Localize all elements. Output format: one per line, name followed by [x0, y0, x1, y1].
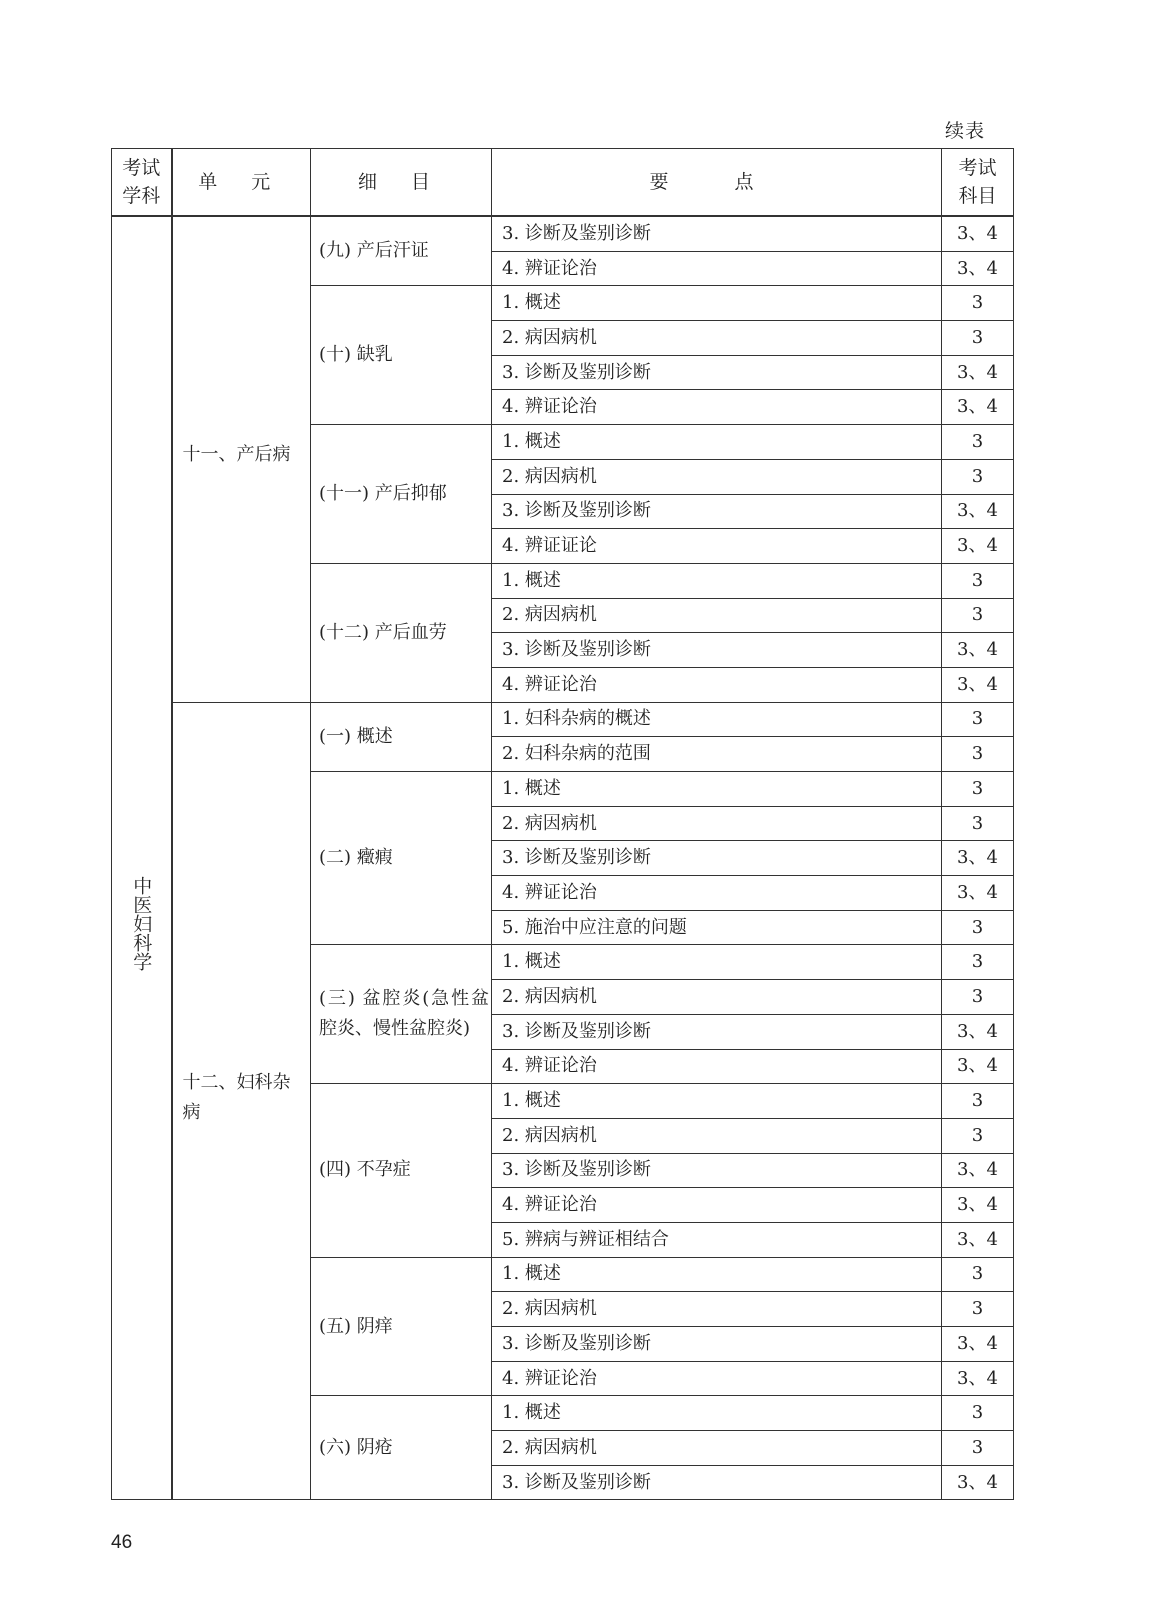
- exam-subject-code: 3: [942, 702, 1014, 737]
- item-cell: [311, 1396, 492, 1500]
- exam-subject-code: 3: [942, 286, 1014, 321]
- exam-subject-code: 3、4: [942, 841, 1014, 876]
- item-name: (六) 阴疮: [319, 1436, 393, 1458]
- point-text: 3. 诊断及鉴别诊断: [492, 841, 942, 876]
- item-cell: [311, 563, 492, 702]
- point-text: 5. 施治中应注意的问题: [492, 910, 942, 945]
- point-text: 2. 病因病机: [492, 1118, 942, 1153]
- point-text: 1. 概述: [492, 1396, 942, 1431]
- point-text: 4. 辨证论治: [492, 251, 942, 286]
- exam-subject-code: 3、4: [942, 390, 1014, 425]
- subject-cell: [112, 216, 172, 1500]
- item-name: (五) 阴痒: [319, 1315, 393, 1337]
- point-text: 1. 概述: [492, 1257, 942, 1292]
- exam-subject-code: 3、4: [942, 216, 1014, 251]
- point-text: 3. 诊断及鉴别诊断: [492, 1327, 942, 1362]
- point-text: 3. 诊断及鉴别诊断: [492, 633, 942, 668]
- exam-subject-code: 3、4: [942, 1014, 1014, 1049]
- point-text: 2. 病因病机: [492, 598, 942, 633]
- point-text: 2. 病因病机: [492, 1431, 942, 1466]
- exam-subject-code: 3: [942, 459, 1014, 494]
- point-text: 1. 妇科杂病的概述: [492, 702, 942, 737]
- exam-subject-code: 3、4: [942, 1327, 1014, 1362]
- point-text: 3. 诊断及鉴别诊断: [492, 1014, 942, 1049]
- item-name: (十) 缺乳: [319, 344, 393, 366]
- point-text: 4. 辨证论治: [492, 1188, 942, 1223]
- point-text: 4. 辨证论治: [492, 667, 942, 702]
- point-text: 5. 辨病与辨证相结合: [492, 1222, 942, 1257]
- point-text: 3. 诊断及鉴别诊断: [492, 355, 942, 390]
- point-text: 4. 辨证论治: [492, 876, 942, 911]
- item-cell: [311, 216, 492, 286]
- item-cell: [311, 286, 492, 425]
- exam-subject-code: 3: [942, 737, 1014, 772]
- exam-subject-code: 3: [942, 1396, 1014, 1431]
- exam-subject-code: 3: [942, 1292, 1014, 1327]
- exam-subject-code: 3、4: [942, 1049, 1014, 1084]
- exam-subject-code: 3、4: [942, 1465, 1014, 1500]
- point-text: 2. 病因病机: [492, 321, 942, 356]
- point-text: 2. 病因病机: [492, 806, 942, 841]
- exam-subject-code: 3、4: [942, 876, 1014, 911]
- continued-label: 续表: [945, 120, 986, 142]
- item-cell: [311, 945, 492, 1084]
- exam-subject-code: 3、4: [942, 667, 1014, 702]
- point-text: 4. 辨证论治: [492, 390, 942, 425]
- header-subject: 考试学科: [112, 149, 172, 217]
- exam-subject-code: 3: [942, 1084, 1014, 1119]
- exam-subject-code: 3、4: [942, 1153, 1014, 1188]
- exam-subject-code: 3: [942, 1118, 1014, 1153]
- item-cell: [311, 702, 492, 771]
- point-text: 1. 概述: [492, 425, 942, 460]
- point-text: 3. 诊断及鉴别诊断: [492, 216, 942, 251]
- point-text: 1. 概述: [492, 1084, 942, 1119]
- header-unit: 单 元: [172, 149, 311, 217]
- point-text: 3. 诊断及鉴别诊断: [492, 494, 942, 529]
- exam-subject-code: 3、4: [942, 1361, 1014, 1396]
- point-text: 4. 辨证论治: [492, 1361, 942, 1396]
- point-text: 4. 辨证论治: [492, 1049, 942, 1084]
- table-row: [112, 702, 1014, 737]
- exam-subject-code: 3: [942, 1257, 1014, 1292]
- exam-subject-code: 3: [942, 1431, 1014, 1466]
- item-name: (十二) 产后血劳: [319, 621, 447, 643]
- exam-subject-code: 3: [942, 980, 1014, 1015]
- point-text: 1. 概述: [492, 563, 942, 598]
- syllabus-table: [111, 148, 1014, 1500]
- point-text: 1. 概述: [492, 945, 942, 980]
- item-cell: [311, 1257, 492, 1396]
- unit-name: 十二、妇科杂病: [182, 1071, 291, 1123]
- point-text: 2. 病因病机: [492, 459, 942, 494]
- point-text: 3. 诊断及鉴别诊断: [492, 1465, 942, 1500]
- exam-subject-code: 3: [942, 563, 1014, 598]
- point-text: 1. 概述: [492, 286, 942, 321]
- header-row: [112, 149, 1014, 217]
- exam-subject-code: 3: [942, 425, 1014, 460]
- exam-subject-code: 3: [942, 772, 1014, 807]
- exam-subject-code: 3、4: [942, 529, 1014, 564]
- point-text: 2. 妇科杂病的范围: [492, 737, 942, 772]
- item-name: (十一) 产后抑郁: [319, 483, 447, 504]
- item-cell: [311, 425, 492, 564]
- unit-cell: [172, 702, 311, 1500]
- exam-subject-code: 3、4: [942, 1188, 1014, 1223]
- item-name: (二) 癥瘕: [319, 847, 393, 869]
- point-text: 2. 病因病机: [492, 1292, 942, 1327]
- item-cell: [311, 1084, 492, 1257]
- point-text: 4. 辨证证论: [492, 529, 942, 564]
- exam-subject-code: 3、4: [942, 494, 1014, 529]
- exam-subject-code: 3、4: [942, 355, 1014, 390]
- exam-subject-code: 3、4: [942, 633, 1014, 668]
- unit-name: 十一、产后病: [182, 444, 291, 465]
- exam-subject-code: 3、4: [942, 1222, 1014, 1257]
- item-cell: [311, 772, 492, 945]
- exam-subject-code: 3、4: [942, 251, 1014, 286]
- exam-subject-code: 3: [942, 321, 1014, 356]
- item-name: (三) 盆腔炎(急性盆腔炎、慢性盆腔炎): [319, 988, 489, 1040]
- header-point: 要 点: [492, 149, 942, 217]
- unit-cell: [172, 216, 311, 702]
- item-name: (一) 概述: [319, 725, 393, 747]
- point-text: 2. 病因病机: [492, 980, 942, 1015]
- point-text: 1. 概述: [492, 772, 942, 807]
- exam-subject-code: 3: [942, 598, 1014, 633]
- exam-subject-code: 3: [942, 910, 1014, 945]
- point-text: 3. 诊断及鉴别诊断: [492, 1153, 942, 1188]
- exam-subject-code: 3: [942, 945, 1014, 980]
- item-name: (四) 不孕症: [319, 1159, 411, 1181]
- header-exam-subject: 考试科目: [942, 149, 1014, 217]
- page-number: 46: [111, 1532, 133, 1553]
- table-row: [112, 216, 1014, 251]
- item-name: (九) 产后汗证: [319, 240, 429, 262]
- subject-name: 中医妇科学: [130, 876, 153, 972]
- header-item: 细 目: [311, 149, 492, 217]
- exam-subject-code: 3: [942, 806, 1014, 841]
